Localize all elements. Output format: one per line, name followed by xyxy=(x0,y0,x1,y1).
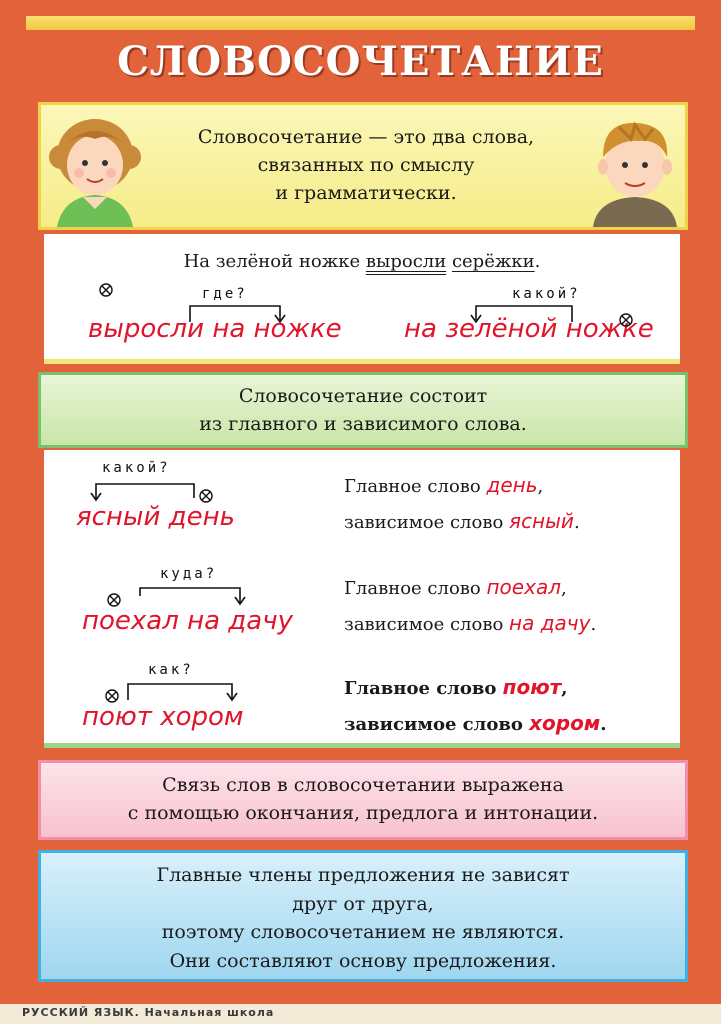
pair-1-question: какой? xyxy=(102,460,171,476)
definition-line-3: и грамматически. xyxy=(275,182,457,204)
example-panel xyxy=(44,234,680,364)
definition-line-2: связанных по смыслу xyxy=(257,154,475,176)
sentence-subject: серёжки xyxy=(451,251,535,272)
link-text xyxy=(41,771,685,827)
poster-title: СЛОВОСОЧЕТАНИЕ xyxy=(117,38,604,85)
definition-line-1: Словосочетание — это два слова, xyxy=(197,126,535,148)
top-stripe xyxy=(26,16,695,30)
pair-1-dep-word: ясный xyxy=(509,509,574,533)
pair-2-explanation xyxy=(344,570,596,642)
structure-line-2: из главного и зависимого слова. xyxy=(199,413,527,435)
pair-2-main-end: , xyxy=(560,578,567,599)
sentence-end: . xyxy=(534,251,541,272)
example-sentence xyxy=(44,248,680,276)
structure-line-1: Словосочетание состоит xyxy=(238,385,488,407)
pair-1-main-label: Главное слово xyxy=(344,476,481,497)
pair-1-phrase: ясный день xyxy=(76,502,235,532)
pair-2-phrase: поехал на дачу xyxy=(82,606,293,636)
left-phrase: выросли на ножке xyxy=(88,314,342,344)
pair-3-dep-label: зависимое слово xyxy=(344,714,523,735)
main-members-line-4: Они составляют основу предложения. xyxy=(169,949,557,972)
left-question: где? xyxy=(202,286,248,302)
pair-2-main-label: Главное слово xyxy=(344,578,481,599)
pair-1-dep-end: . xyxy=(573,512,580,533)
pair-3-main-label: Главное слово xyxy=(344,678,497,699)
link-line-2: с помощью окончания, предлога и интонации. xyxy=(127,802,599,824)
pair-2-dep-label: зависимое слово xyxy=(344,614,504,635)
boy-illustration-icon xyxy=(579,105,689,227)
main-members-line-3: поэтому словосочетанием не являются. xyxy=(161,921,565,943)
pair-3-main-end: , xyxy=(561,678,568,699)
right-question: какой? xyxy=(512,286,581,302)
main-members-line-1: Главные члены предложения не зависят xyxy=(156,864,570,886)
structure-text xyxy=(41,382,685,438)
pair-2-dep-end: . xyxy=(590,614,597,635)
pair-3-main-word: поют xyxy=(502,675,562,699)
sentence-start: На зелёной ножке xyxy=(183,251,366,272)
pairs-panel xyxy=(44,450,680,748)
pair-3-question: как? xyxy=(148,662,194,678)
main-members-line-2: друг от друга, xyxy=(292,892,434,915)
pair-2-main-word: поехал xyxy=(486,575,561,599)
footer-text: РУССКИЙ ЯЗЫК. Начальная школа xyxy=(22,1006,275,1019)
definition-panel xyxy=(38,102,688,230)
pair-1-explanation xyxy=(344,468,580,540)
sentence-predicate: выросли xyxy=(365,251,447,272)
pair-1-main-end: , xyxy=(537,476,544,497)
pair-2-dep-word: на дачу xyxy=(509,611,591,635)
pair-3-explanation xyxy=(344,670,606,742)
pair-3-phrase: поют хором xyxy=(82,702,244,732)
pair-1-dep-label: зависимое слово xyxy=(344,512,504,533)
main-members-text xyxy=(41,861,685,975)
pair-2-question: куда? xyxy=(160,566,218,582)
main-members-panel xyxy=(38,850,688,982)
pair-1-main-word: день xyxy=(486,473,538,497)
link-panel xyxy=(38,760,688,840)
girl-illustration-icon xyxy=(43,105,153,227)
pair-3-dep-word: хором xyxy=(529,711,601,735)
structure-panel xyxy=(38,372,688,448)
right-phrase: на зелёной ножке xyxy=(404,314,654,344)
link-line-1: Связь слов в словосочетании выражена xyxy=(162,774,564,796)
pair-3-dep-end: . xyxy=(600,714,607,735)
definition-text xyxy=(151,123,581,207)
